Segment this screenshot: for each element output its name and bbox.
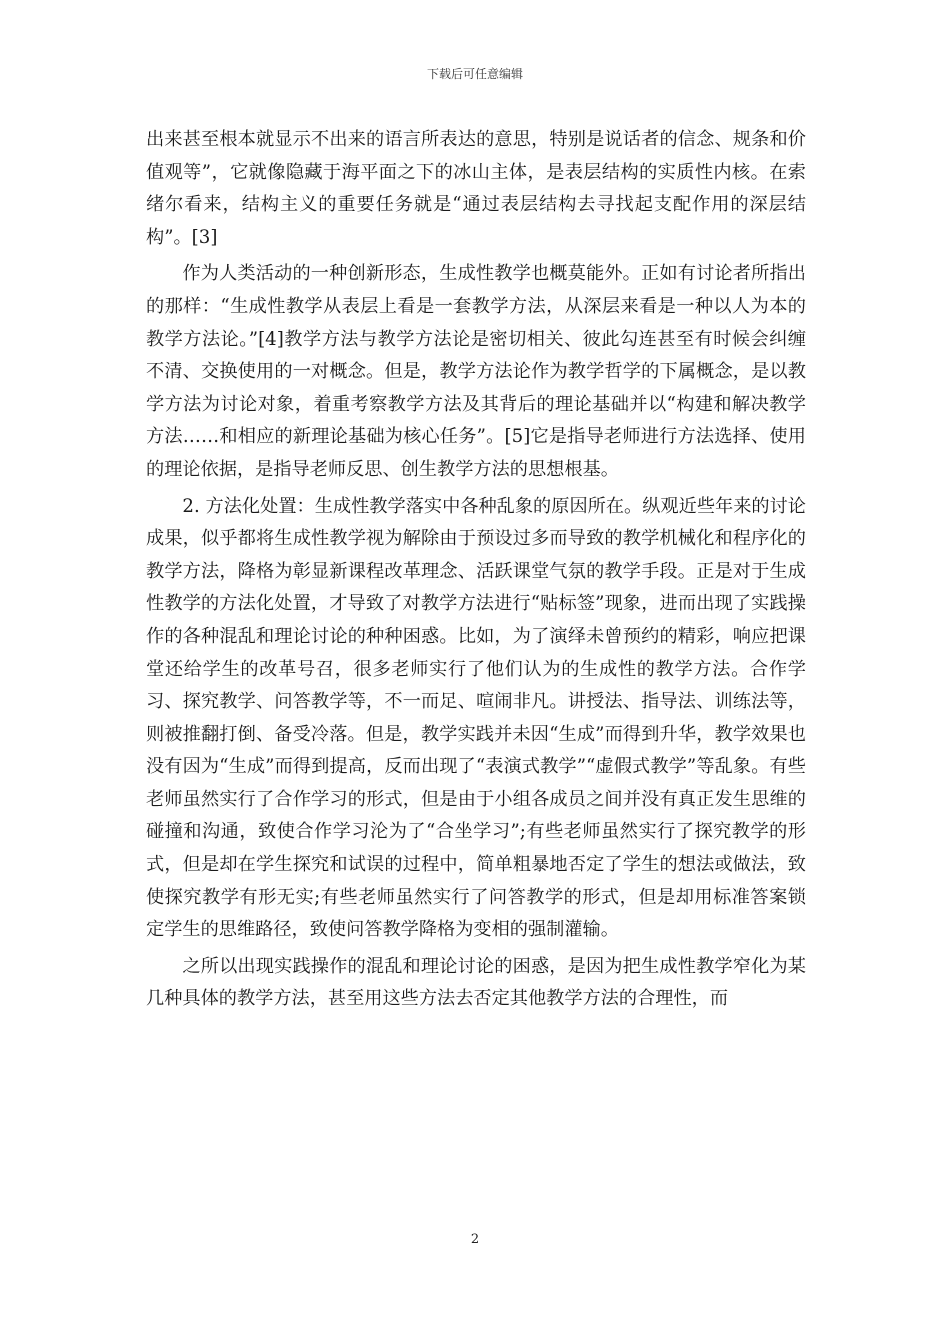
page-header: 下载后可任意编辑 [426,67,523,81]
page-number: 2 [470,1232,480,1247]
paragraph-3: 2. 方法化处置：生成性教学落实中各种乱象的原因所在。纵观近些年来的讨论成果，似乎都将生成性教学视为解除由于预设过多而导致的教学机械化和程序化的教学方法，降格为彰显新课程改革理念、活跃课堂气氛的教学手段。正是对于生成性教学的方法化处置，才导致了对教学方法进行“贴标签”现象，进而出现了实践操作的各种混乱和理论讨论的种种困惑。比如，为了演绎未曾预约的精彩，响应把课堂还给学生的改革号召，很多老师实行了他们认为的生成性的教学方法。合作学习、探究教学、问答教学等，不一而足、喧闹非凡。讲授法、指导法、训练法等，则被推翻打倒、备受冷落。但是，教学实践并未因“生成”而得到升华，教学效果也没有因为“生成”而得到提高，反而出现了“表演式教学”“虚假式教学”等乱象。有些老师虽然实行了合作学习的形式，但是由于小组各成员之间并没有真正发生思维的碰撞和沟通，致使合作学习沦为了“合坐学习”;有些老师虽然实行了探究教学的形式，但是却在学生探究和试误的过程中，简单粗暴地否定了学生的想法或做法，致使探究教学有形无实;有些老师虽然实行了问答教学的形式，但是却用标准答案锁定学生的思维路径，致使问答教学降格为变相的强制灌输。 [146,495,806,941]
document-body [146,124,806,1020]
paragraph-2: 作为人类活动的一种创新形态，生成性教学也概莫能外。正如有讨论者所指出的那样：“生成性教学从表层上看是一套教学方法，从深层来看是一种以人为本的教学方法论。”[4]教学方法与教学方法论是密切相关、彼此勾连甚至有时候会纠缠不清、交换使用的一对概念。但是，教学方法论作为教学哲学的下属概念，是以教学方法为讨论对象，着重考察教学方法及其背后的理论基础并以“构建和解决教学方法……和相应的新理论基础为核心任务”。[5]它是指导老师进行方法选择、使用的理论依据，是指导老师反思、创生教学方法的思想根基。 [146,263,806,480]
paragraph-1: 出来甚至根本就显示不出来的语言所表达的意思，特别是说话者的信念、规条和价值观等”，它就像隐藏于海平面之下的冰山主体，是表层结构的实质性内核。在索绪尔看来，结构主义的重要任务就是“通过表层结构去寻找起支配作用的深层结构”。[3] [146,129,806,248]
paragraph-4: 之所以出现实践操作的混乱和理论讨论的困惑，是因为把生成性教学窄化为某几种具体的教学方法，甚至用这些方法去否定其他教学方法的合理性，而 [146,955,806,1010]
